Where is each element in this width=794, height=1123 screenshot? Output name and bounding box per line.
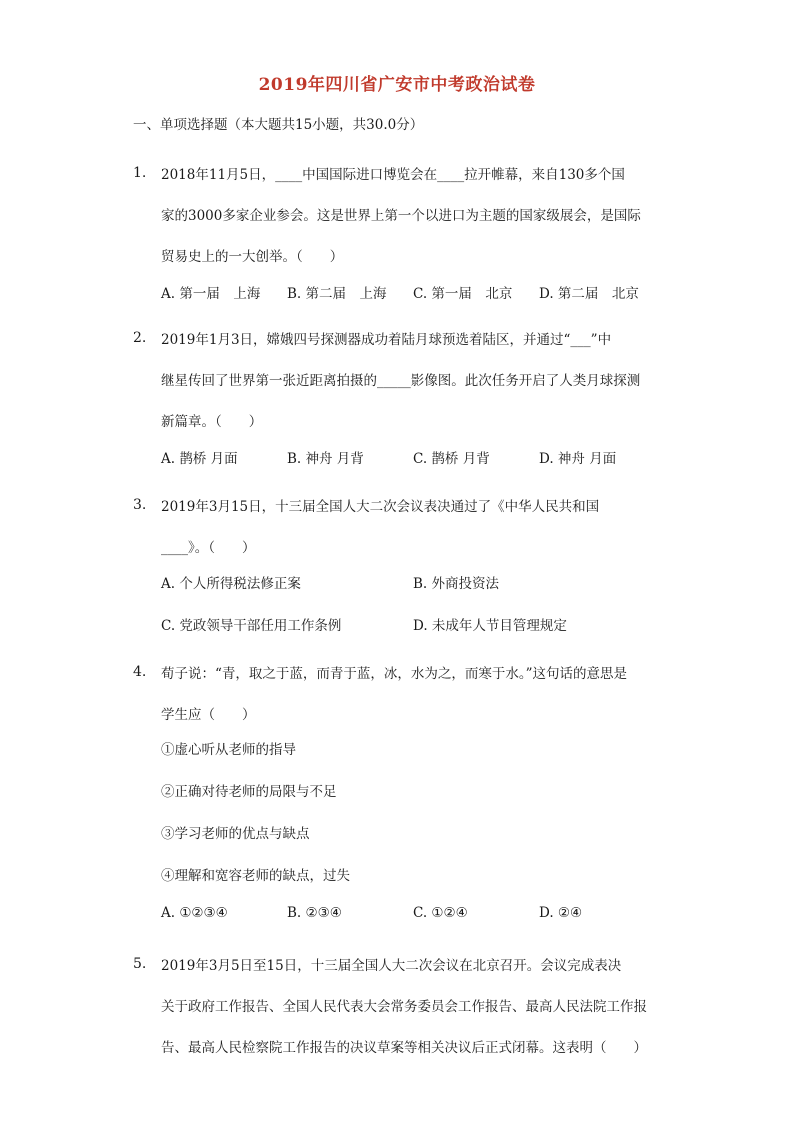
- question-number: 1.: [133, 165, 147, 181]
- question-line: 关于政府工作报告、全国人民代表大会常务委员会工作报告、最高人民法院工作报: [161, 999, 647, 1015]
- option-c[interactable]: C. ①②④: [413, 905, 468, 921]
- option-c[interactable]: C. 第一届 北京: [413, 286, 513, 302]
- question-line: 新篇章。（ ）: [161, 414, 263, 430]
- option-d[interactable]: D. 第二届 北京: [539, 286, 639, 302]
- question-number: 4.: [133, 664, 147, 680]
- option-a[interactable]: A. 个人所得税法修正案: [161, 576, 301, 592]
- statement-2: ②正确对待老师的局限与不足: [161, 784, 337, 800]
- statement-3: ③学习老师的优点与缺点: [161, 826, 310, 842]
- statement-4: ④理解和宽容老师的缺点，过失: [161, 868, 350, 884]
- question-line: 告、最高人民检察院工作报告的决议草案等相关决议后正式闭幕。这表明（ ）: [161, 1040, 647, 1056]
- question-number: 2.: [133, 330, 147, 346]
- option-d[interactable]: D. 未成年人节目管理规定: [413, 618, 567, 634]
- question-number: 5.: [133, 956, 147, 972]
- question-text: [161, 155, 671, 278]
- question-number: 3.: [133, 497, 147, 513]
- page-title: 2019年四川省广安市中考政治试卷: [258, 75, 536, 95]
- question-line: 2019年1月3日，嫦娥四号探测器成功着陆月球预选着陆区，并通过“___”中: [161, 332, 612, 348]
- question-line: 2019年3月15日，十三届全国人大二次会议表决通过了《中华人民共和国: [161, 499, 600, 515]
- option-a[interactable]: A. 第一届 上海: [161, 286, 261, 302]
- question-line: 2019年3月5日至15日，十三届全国人大二次会议在北京召开。会议完成表决: [161, 958, 622, 974]
- question-text: [161, 487, 671, 569]
- statement-1: ①虚心听从老师的指导: [161, 742, 296, 758]
- option-c[interactable]: C. 党政领导干部任用工作条例: [161, 618, 342, 634]
- option-d[interactable]: D. ②④: [539, 905, 583, 921]
- option-b[interactable]: B. 外商投资法: [413, 576, 500, 592]
- option-b[interactable]: B. 神舟 月背: [287, 451, 364, 467]
- question-line: 家的3000多家企业参会。这是世界上第一个以进口为主题的国家级展会，是国际: [161, 208, 641, 224]
- option-d[interactable]: D. 神舟 月面: [539, 451, 617, 467]
- option-c[interactable]: C. 鹊桥 月背: [413, 451, 490, 467]
- question-text: [161, 654, 671, 736]
- option-a[interactable]: A. ①②③④: [161, 905, 228, 921]
- question-line: 荀子说：“青，取之于蓝，而青于蓝，冰，水为之，而寒于水。”这句话的意思是: [161, 666, 628, 682]
- option-b[interactable]: B. ②③④: [287, 905, 342, 921]
- question-line: 学生应（ ）: [161, 707, 256, 723]
- question-line: ____》。（ ）: [161, 540, 256, 556]
- question-text: [161, 946, 671, 1069]
- question-line: 继星传回了世界第一张近距离拍摄的_____影像图。此次任务开启了人类月球探测: [161, 373, 641, 389]
- question-text: [161, 320, 671, 443]
- option-a[interactable]: A. 鹊桥 月面: [161, 451, 238, 467]
- question-line: 2018年11月5日，____中国国际进口博览会在____拉开帷幕，来自130多个国: [161, 167, 625, 183]
- question-line: 贸易史上的一大创举。（ ）: [161, 249, 344, 265]
- option-b[interactable]: B. 第二届 上海: [287, 286, 387, 302]
- section-heading: 一、单项选择题（本大题共15小题，共30.0分）: [133, 117, 424, 133]
